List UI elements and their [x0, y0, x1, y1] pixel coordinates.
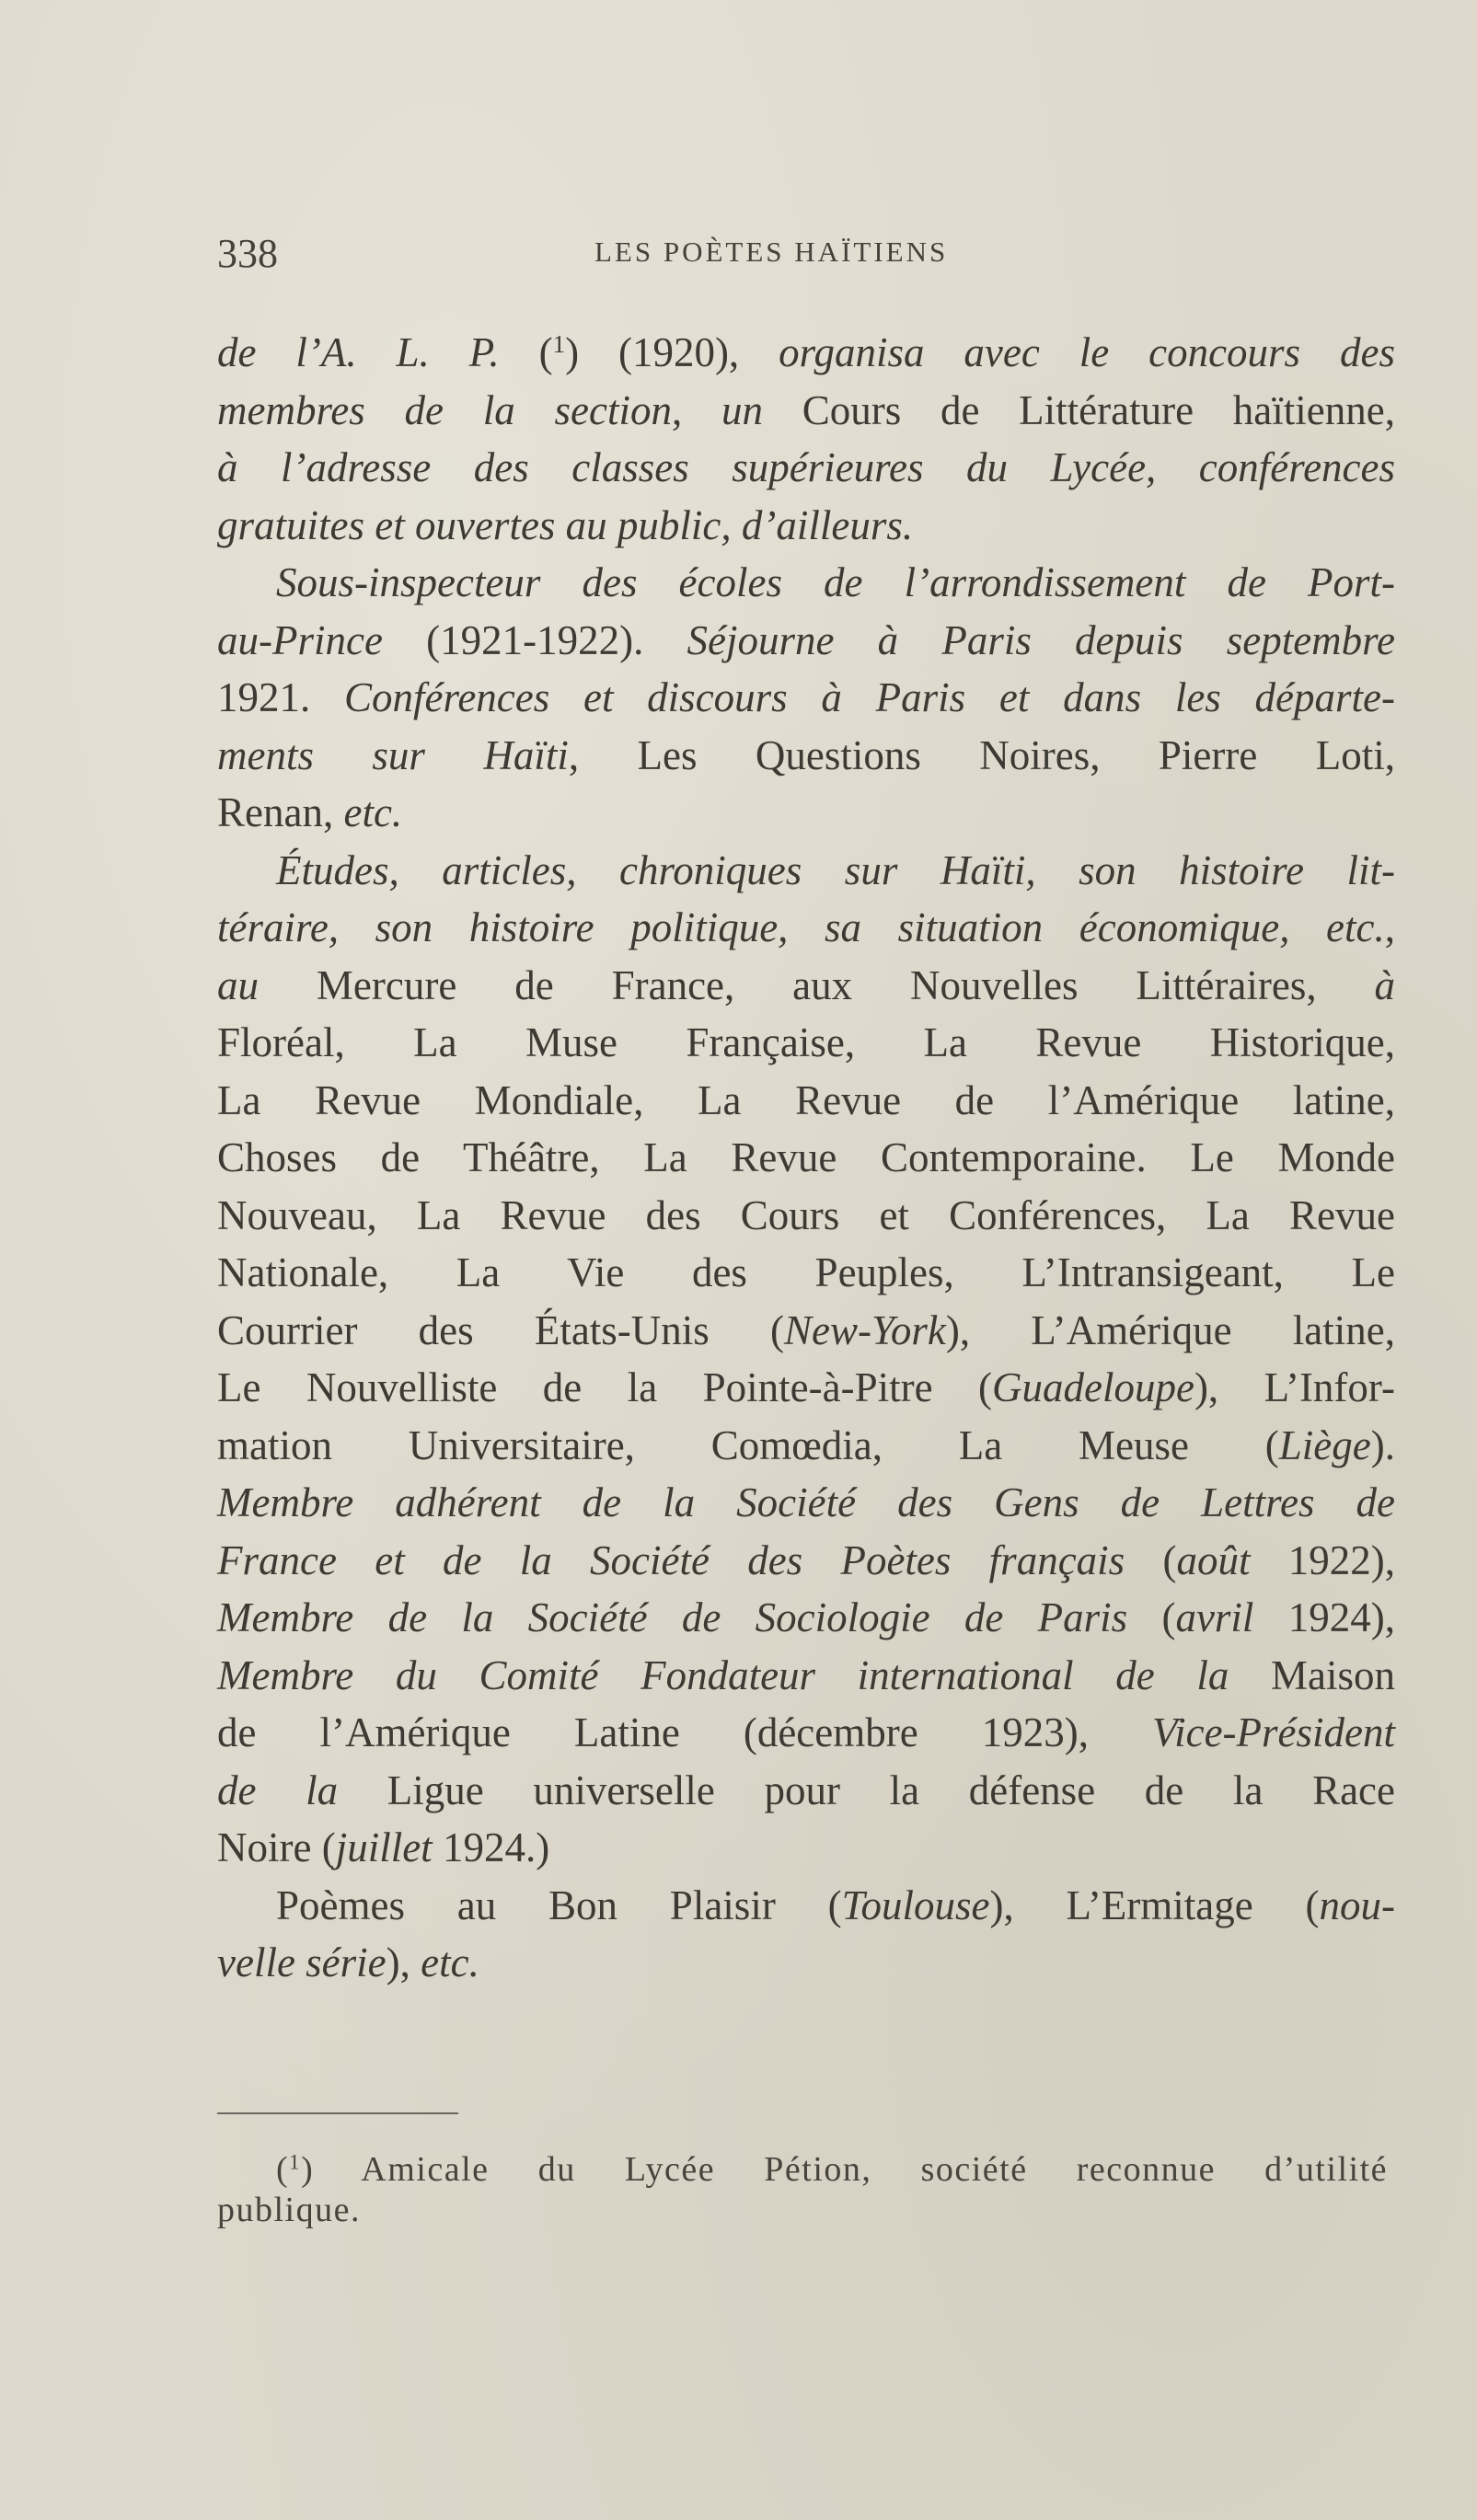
text-span: Nouveau, La Revue des Cours et Conférences, La Revue [217, 1191, 1395, 1238]
italic-text: à [1374, 961, 1395, 1008]
italic-text: membres de la section [217, 386, 672, 433]
text-span: Noire ( [217, 1824, 336, 1870]
text-line [217, 382, 1395, 440]
footnote-ref: 1 [552, 330, 566, 359]
text-line [217, 1072, 1395, 1130]
text-line [217, 784, 1395, 842]
italic-text: organisa avec le concours des [779, 329, 1395, 375]
text-span: 1922), [1250, 1536, 1395, 1583]
text-span: Mercure de France, aux Nouvelles Littéraires, [259, 961, 1375, 1008]
italic-text: août [1176, 1536, 1251, 1583]
text-span: Choses de Théâtre, La Revue Contemporaine. Le Monde [217, 1134, 1395, 1180]
italic-text: avril [1175, 1594, 1254, 1640]
text-span: ), L’Amérique latine, [945, 1306, 1395, 1353]
text-span: ) Amicale du Lycée Pétion, société reconnue d’utilité [301, 2150, 1388, 2189]
italic-text: de l’A. L. P. [217, 329, 500, 375]
italic-text: France et de la Société des Poètes français [217, 1536, 1125, 1583]
text-span: publique. [217, 2191, 361, 2229]
text-span: ), L’Ermitage ( [989, 1881, 1320, 1928]
italic-text: etc. [421, 1939, 479, 1985]
text-span: ), [386, 1939, 421, 1985]
text-line [217, 1647, 1395, 1705]
text-line [217, 612, 1395, 670]
italic-text: Membre de la Société de Sociologie de Paris [217, 1594, 1128, 1640]
text-span: 1924.) [432, 1824, 550, 1870]
text-line [217, 497, 1395, 555]
text-span: Le Nouvelliste de la Pointe-à-Pitre ( [217, 1364, 992, 1410]
text-line [217, 1129, 1395, 1187]
text-line [217, 727, 1395, 785]
page-number: 338 [217, 231, 278, 276]
italic-text: Guadeloupe [991, 1364, 1194, 1410]
italic-text: gratuites et ouvertes au public, d’ailleurs. [217, 501, 914, 548]
text-span: ( [1125, 1536, 1177, 1583]
footnote-rule [217, 2112, 458, 2114]
text-line [217, 1187, 1395, 1245]
text-line [217, 1589, 1395, 1647]
text-span: , [1384, 904, 1395, 950]
text-span: (1921-1922). [382, 616, 687, 663]
italic-text: Vice-Président [1151, 1709, 1395, 1755]
text-span: Cours de Littérature haïtienne, [762, 386, 1395, 433]
italic-text: de la [217, 1766, 339, 1813]
italic-text: Sous-inspecteur des écoles de l’arrondissement de Port- [276, 559, 1395, 605]
text-span: La Revue Mondiale, La Revue de l’Amérique latine, [217, 1076, 1395, 1123]
text-span: 1924), [1253, 1594, 1395, 1640]
italic-text: Membre adhérent de la Société des Gens de Lettres de [217, 1479, 1395, 1525]
italic-text: téraire, son histoire politique, sa situation économique, etc. [217, 904, 1385, 950]
italic-text: velle série [217, 1939, 387, 1985]
text-span: de l’Amérique Latine (décembre 1923), [217, 1709, 1152, 1755]
text-line [217, 2190, 1388, 2230]
text-span: ) (1920), [565, 329, 779, 375]
text-span: Poèmes au Bon Plaisir ( [276, 1881, 842, 1928]
text-line [217, 1474, 1395, 1532]
italic-text: ments sur Haïti [217, 731, 569, 778]
italic-text: nou- [1319, 1881, 1395, 1928]
text-line [217, 1819, 1395, 1877]
text-line [217, 1762, 1395, 1820]
italic-text: Toulouse [841, 1881, 990, 1928]
text-line [217, 1934, 1395, 1992]
text-line [217, 842, 1395, 900]
italic-text: à l’adresse des classes supérieures du Lycée, conférences [217, 444, 1395, 490]
italic-text: Études, articles, chroniques sur Haïti, son histoire lit- [276, 846, 1395, 893]
body-text [217, 324, 1395, 1992]
text-line [217, 554, 1395, 612]
text-span: ). [1370, 1421, 1395, 1468]
text-line [217, 1244, 1395, 1302]
italic-text: Membre du Comité Fondateur international de la [217, 1651, 1229, 1698]
footnote-ref: 1 [289, 2150, 302, 2174]
text-span: Nationale, La Vie des Peuples, L’Intransigeant, Le [217, 1249, 1395, 1295]
text-span: 1921. [217, 674, 344, 720]
text-span: , [671, 386, 721, 433]
text-line [217, 1532, 1395, 1590]
text-span: ( [1127, 1594, 1176, 1640]
text-line [217, 1359, 1395, 1417]
italic-text: un [721, 386, 763, 433]
text-line [217, 324, 1395, 382]
text-span: Floréal, La Muse Française, La Revue Historique, [217, 1019, 1395, 1065]
text-span: Maison [1229, 1651, 1396, 1698]
italic-text: au [217, 961, 259, 1008]
text-span: Courrier des États-Unis ( [217, 1306, 784, 1353]
italic-text: Liège [1278, 1421, 1371, 1468]
running-title: LES POÈTES HAÏTIENS [594, 236, 949, 268]
text-span: Ligue universelle pour la défense de la Race [338, 1766, 1395, 1813]
text-span: , Les Questions Noires, Pierre Loti, [568, 731, 1395, 778]
text-line [217, 957, 1395, 1015]
text-line [217, 439, 1395, 497]
footnote [217, 2149, 1388, 2230]
italic-text: juillet [335, 1824, 433, 1870]
italic-text: New-York [784, 1306, 946, 1353]
running-head [217, 230, 1414, 285]
text-line [217, 2149, 1388, 2190]
text-line [217, 1704, 1395, 1762]
text-span: ( [276, 2150, 290, 2189]
text-line [217, 1014, 1395, 1072]
italic-text: au-Prince [217, 616, 383, 663]
text-span: ), L’Infor- [1194, 1364, 1395, 1410]
italic-text: etc. [343, 789, 403, 835]
text-line [217, 1877, 1395, 1935]
italic-text: Conférences et discours à Paris et dans les départe- [343, 674, 1395, 720]
text-line [217, 1302, 1395, 1360]
text-line [217, 669, 1395, 727]
text-span: Renan, [217, 789, 344, 835]
text-line [217, 1417, 1395, 1475]
text-span: ( [499, 329, 553, 375]
text-line [217, 899, 1395, 957]
text-span: mation Universitaire, Comœdia, La Meuse ( [217, 1421, 1279, 1468]
italic-text: Séjourne à Paris depuis septembre [687, 616, 1395, 663]
